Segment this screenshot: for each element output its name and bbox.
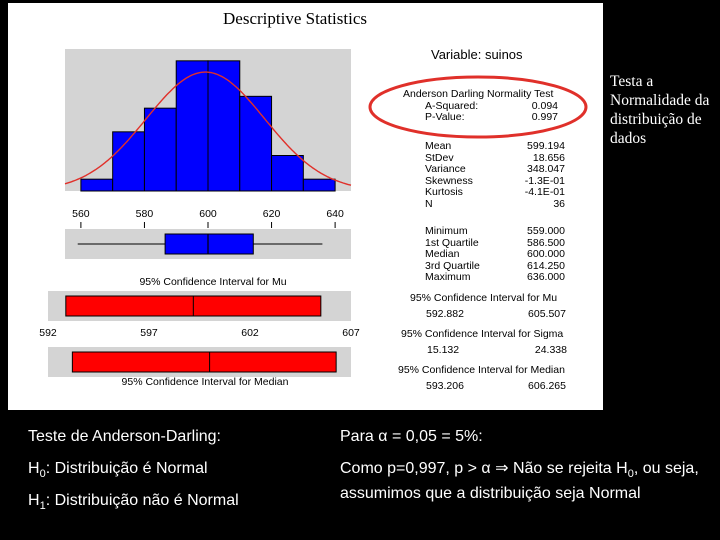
ci-median-high: 606.265	[528, 380, 566, 392]
histogram-tick-label: 620	[262, 208, 281, 220]
quartile-label: Minimum	[425, 225, 468, 237]
alpha-statement: Para α = 0,05 = 5%:	[340, 428, 483, 445]
histogram-tick-label: 580	[135, 208, 154, 220]
quartile-row	[425, 226, 565, 238]
normality-label: P-Value:	[425, 111, 465, 124]
histogram-bar	[272, 156, 304, 192]
normality-value: 0.094	[531, 99, 558, 112]
normality-row	[425, 112, 558, 124]
normality-test-block	[403, 89, 558, 124]
ci-median-bar	[72, 352, 336, 372]
hypothesis-h1-text: $H_1$: Distribuição não é Normal	[28, 492, 239, 513]
moment-label: Skewness	[425, 174, 473, 187]
histogram-bar	[81, 179, 113, 191]
normality-test-title: Anderson Darling Normality Test	[403, 88, 554, 100]
moment-value: 36	[553, 197, 565, 210]
moment-row	[425, 187, 565, 199]
moment-label: Kurtosis	[425, 186, 463, 199]
moment-label: Variance	[425, 163, 466, 176]
ci-axis-tick-label: 602	[241, 327, 259, 339]
quartile-value: 600.000	[527, 248, 565, 261]
moment-value: -4.1E-01	[524, 186, 565, 199]
moment-value: -1.3E-01	[524, 174, 565, 187]
histogram-bar	[303, 179, 335, 191]
quartile-value: 559.000	[527, 225, 565, 237]
ci-median-low: 593.206	[426, 380, 464, 392]
moment-row	[425, 141, 565, 153]
histogram-bar	[144, 108, 176, 191]
normality-label: A-Squared:	[425, 99, 479, 112]
histogram-tick-label: 560	[72, 208, 90, 220]
variable-label: Variable: suinos	[431, 47, 523, 62]
histogram-tick-label: 640	[326, 208, 344, 220]
moment-label: Mean	[425, 140, 452, 152]
histogram-bar	[240, 96, 272, 191]
ci-median-values	[426, 380, 566, 392]
ci-mu-low: 592.882	[426, 308, 464, 320]
ci-mu-values	[426, 308, 566, 320]
ci-mu-chart-label: 95% Confidence Interval for Mu	[139, 276, 287, 288]
boxplot-box	[165, 234, 253, 254]
conclusion: Como p=0,997, p > α ⇒ Não se rejeita $H_0$, ou seja, assumimos que a distribuição seja Normal	[340, 460, 699, 503]
histogram-bar	[176, 61, 208, 191]
quartiles-block	[425, 226, 565, 284]
hypothesis-h0-text: $H_0$: Distribuição é Normal	[28, 460, 208, 481]
moment-value: 599.194	[527, 140, 565, 152]
ci-sigma-low: 15.132	[427, 344, 460, 356]
ci-axis-tick-label: 592	[39, 327, 57, 339]
moment-value: 348.047	[527, 163, 565, 176]
moment-label: StDev	[425, 151, 454, 164]
quartile-row	[425, 272, 565, 284]
moment-value: 18.656	[532, 151, 565, 164]
normality-annotation: Testa a Normalidade da distribuição de dados	[610, 73, 710, 147]
moment-label: N	[425, 197, 433, 210]
minitab-output-panel	[8, 3, 603, 410]
quartile-label: 1st Quartile	[425, 236, 479, 249]
ci-axis-tick-label: 597	[140, 327, 158, 339]
moments-block	[425, 141, 565, 211]
quartile-value: 636.000	[527, 271, 565, 284]
quartile-label: Median	[425, 248, 460, 261]
ci-sigma-title: 95% Confidence Interval for Sigma	[401, 328, 564, 340]
chart-title: Descriptive Statistics	[223, 9, 368, 28]
histogram-tick-label: 600	[199, 208, 217, 220]
ci-median-title: 95% Confidence Interval for Median	[398, 364, 565, 376]
ci-mu-title: 95% Confidence Interval for Mu	[410, 292, 558, 304]
moment-row	[425, 199, 565, 211]
quartile-label: 3rd Quartile	[425, 259, 480, 272]
test-name: Teste de Anderson-Darling:	[28, 428, 221, 445]
ci-axis-tick-label: 607	[342, 327, 360, 339]
quartile-value: 586.500	[527, 236, 565, 249]
ci-sigma-values	[427, 344, 567, 356]
histogram-bar	[208, 61, 240, 191]
normality-value: 0.997	[531, 111, 558, 124]
ci-sigma-high: 24.338	[534, 344, 567, 356]
ci-mu-high: 605.507	[528, 308, 566, 320]
ci-median-chart-label: 95% Confidence Interval for Median	[121, 376, 289, 388]
quartile-label: Maximum	[425, 271, 471, 284]
hypothesis-h1	[28, 491, 239, 516]
hypothesis-h0	[28, 459, 208, 484]
quartile-value: 614.250	[527, 259, 565, 272]
